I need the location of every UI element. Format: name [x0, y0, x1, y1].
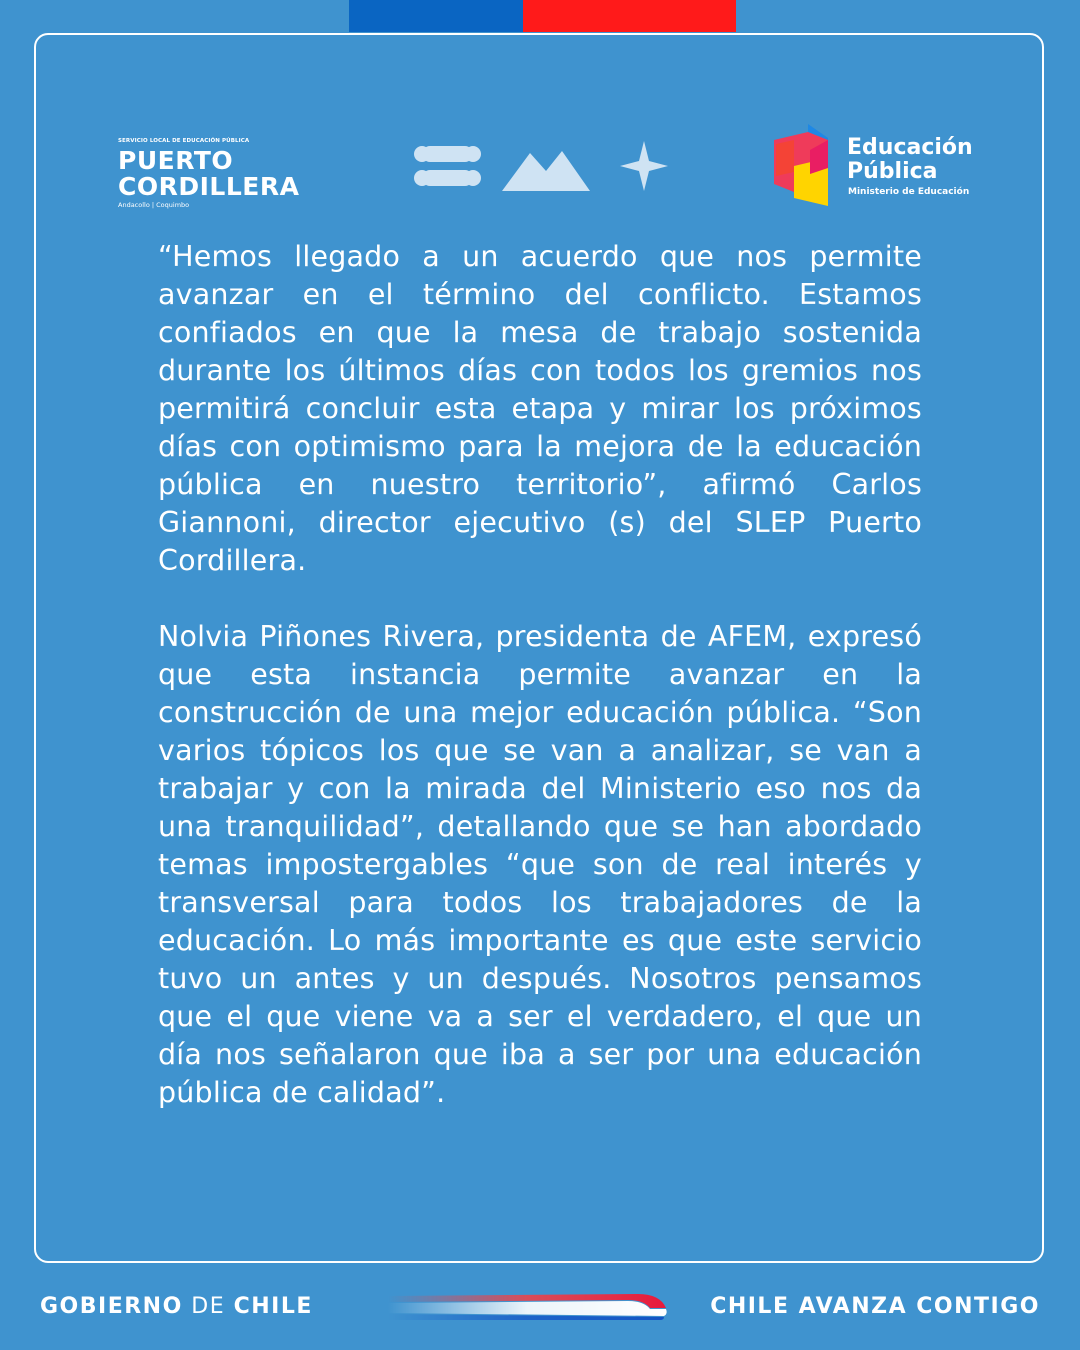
footer-chile: CHILE: [233, 1294, 313, 1319]
edu-logo-subtitle: Ministerio de Educación: [848, 187, 970, 197]
footer-gobierno: GOBIERNO: [40, 1294, 183, 1319]
gobierno-de-chile-label: [40, 1293, 313, 1321]
footer-de: DE: [182, 1294, 234, 1319]
slep-name-line1: PUERTO: [118, 146, 234, 175]
quote-paragraph-2: Nolvia Piñones Rivera, presidenta de AFEM, expresó que esta instancia permite avanzar en la construcción de una mejor educación pública. “Son varios tópicos los que se van a analizar, se van a trabajar y con la mirada del Ministerio eso nos da una tranquilidad”, detallando que se han abordado temas impostergables “que son de real interés y transversal para todos los trabajadores de la educación. Lo más importante es que este servicio tuvo un antes y un después. Nosotros pensamos que el que viene va a ser el verdadero, el que un día nos señalaron que iba a ser por una educación pública de calidad”.: [158, 620, 922, 1109]
quote-paragraph-1: “Hemos llegado a un acuerdo que nos permite avanzar en el término del conflicto. Estamos confiados en que la mesa de trabajo sostenida durante los últimos días con todos los gremios nos permitirá concluir esta etapa y mirar los próximos días con optimismo para la mejora de la educación pública en nuestro territorio”, afirmó Carlos Giannoni, director ejecutivo (s) del SLEP Puerto Cordillera.: [158, 240, 922, 577]
edu-logo-line2: Pública: [847, 159, 938, 184]
educacion-publica-logo: [770, 122, 990, 212]
chile-avanza-contigo-label: CHILE AVANZA CONTIGO: [710, 1294, 1040, 1319]
slep-tagline: SERVICIO LOCAL DE EDUCACIÓN PÚBLICA: [118, 138, 250, 144]
chile-swoosh-icon: [388, 1288, 670, 1328]
article-body: [158, 238, 922, 1150]
slep-logo: [118, 138, 318, 210]
flag-red-stripe: [523, 0, 736, 32]
dots-mountains-star-icon: [412, 137, 672, 197]
slep-name-line2: CORDILLERA: [118, 172, 300, 201]
educacion-publica-emblem-icon: [770, 122, 840, 212]
edu-logo-line1: Educación: [847, 135, 973, 160]
flag-blue-stripe: [349, 0, 523, 32]
slep-subtitle: Andacollo | Coquimbo: [118, 201, 190, 209]
